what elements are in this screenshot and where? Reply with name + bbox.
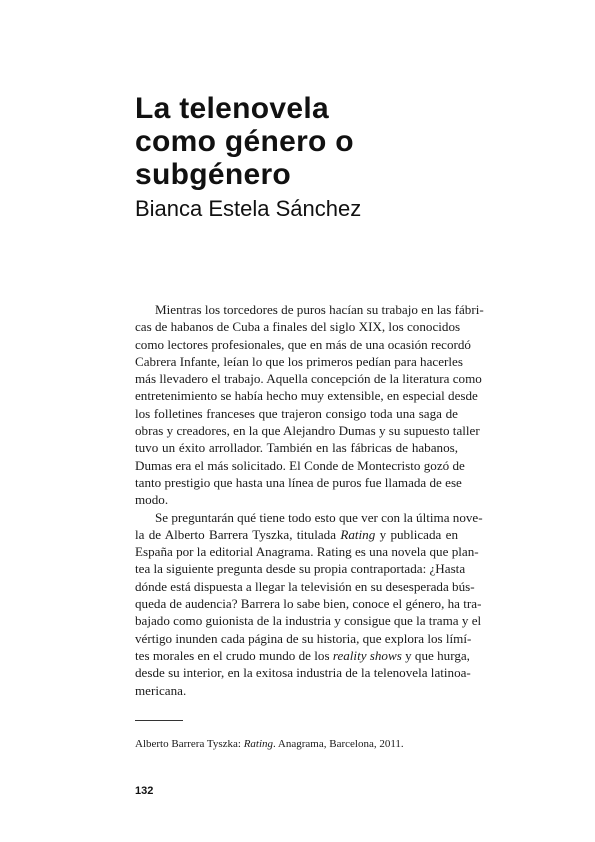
- footnote-book-title: Rating: [243, 738, 274, 750]
- title-line: La telenovela: [135, 92, 329, 125]
- page-number: 132: [135, 785, 154, 797]
- author-name: Bianca Estela Sánchez: [135, 196, 362, 221]
- text-line: tea la siguiente pregunta desde su propia contraportada: ¿Hasta: [135, 561, 466, 577]
- text-line: Se preguntarán qué tiene todo esto que ver con la última nove-: [155, 509, 483, 525]
- text-line: Dumas era el más solicitado. El Conde de Montecristo gozó de: [135, 457, 465, 473]
- text-line: bajado como guionista de la industria y consigue que la trama y el: [135, 613, 482, 629]
- text-line: tanto prestigio que hasta una línea de puros fue llamada de ese: [135, 474, 462, 490]
- text-line: obras y creadores, en la que Alejandro Dumas y su supuesto taller: [135, 423, 480, 439]
- text-line: España por la editorial Anagrama. Rating es una novela que plan-: [135, 544, 479, 560]
- reality-shows-italic: reality shows: [332, 647, 402, 663]
- text-line: como lectores profesionales, que en más de una ocasión recordó: [135, 336, 471, 352]
- text-line: vértigo inunden cada página de su historia, que explora los límí-: [135, 630, 472, 646]
- footnote-suffix: . Anagrama, Barcelona, 2011.: [273, 738, 404, 750]
- article-title: [135, 92, 465, 191]
- text-line: Mientras los torcedores de puros hacían su trabajo en las fábri-: [155, 302, 484, 317]
- text-segment: y publicada en: [379, 526, 458, 542]
- text-segment: y que hurga,: [405, 647, 470, 663]
- text-line: queda de audencia? Barrera lo sabe bien, conoce el género, ha tra-: [135, 596, 482, 612]
- text-line: [135, 647, 470, 664]
- text-line: [135, 526, 458, 543]
- text-line: tuvo un éxito arrollador. También en las fábricas de habanos,: [135, 440, 458, 456]
- text-segment: la de Alberto Barrera Tyszka, titulada: [135, 526, 337, 542]
- footnote-prefix: Alberto Barrera Tyszka:: [135, 738, 241, 750]
- text-line: los folletines franceses que trajeron consigo toda una saga de: [135, 405, 458, 421]
- text-line: Cabrera Infante, leían lo que los primeros pedían para hacerles: [135, 353, 463, 369]
- text-line: dónde está dispuesta a llegar la televisión en su desesperada bús-: [135, 578, 475, 594]
- footnote-divider: [135, 720, 183, 721]
- text-line: modo.: [135, 492, 169, 508]
- title-line: subgénero: [135, 158, 292, 191]
- text-line: desde su interior, en la exitosa industria de la telenovela latinoa-: [135, 665, 471, 681]
- body-text: [135, 301, 484, 699]
- text-line: más llevadero el trabajo. Aquella concepción de la literatura como: [135, 371, 482, 387]
- text-line: cas de habanos de Cuba a finales del siglo XIX, los conocidos: [135, 319, 461, 335]
- title-line: como género o: [135, 125, 354, 158]
- text-segment: tes morales en el crudo mundo de los: [135, 647, 330, 663]
- footnote: [135, 737, 404, 751]
- text-line: entretenimiento se había hecho muy extensible, en especial desde: [135, 388, 478, 404]
- book-title-italic: Rating: [340, 526, 376, 542]
- text-line: mericana.: [135, 682, 187, 698]
